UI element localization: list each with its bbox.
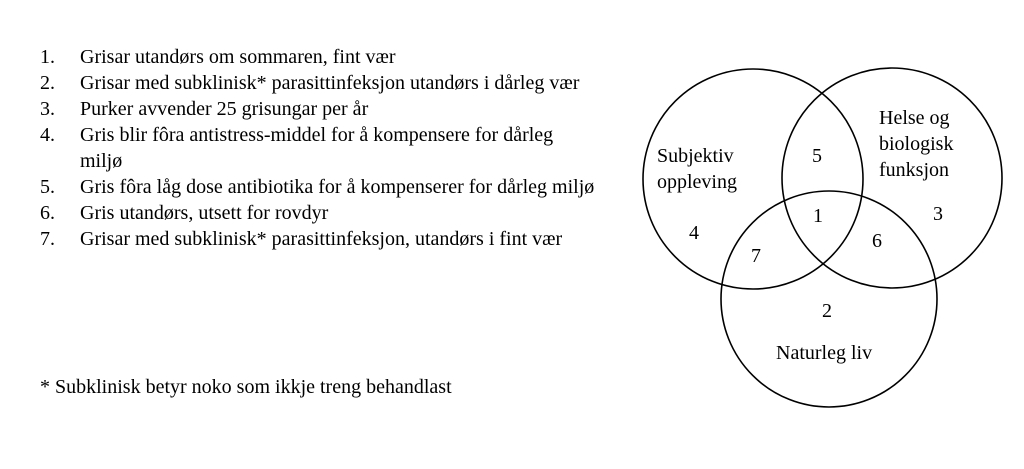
venn-label-natural: Naturleg liv — [776, 342, 873, 364]
list-item-number: 3. — [40, 98, 55, 120]
venn-region-all-three: 1 — [813, 205, 823, 227]
venn-region-health-natural: 6 — [872, 230, 882, 252]
footnote: * Subklinisk betyr noko som ikkje treng behandlast — [40, 376, 452, 398]
venn-label-health-line3: funksjon — [879, 159, 949, 181]
venn-label-subjective-line1: Subjektiv — [657, 145, 734, 167]
venn-circle-natural — [721, 191, 937, 407]
venn-label-health-line2: biologisk — [879, 133, 954, 155]
list-item-number: 6. — [40, 202, 55, 224]
venn-region-only-health: 3 — [933, 203, 943, 225]
venn-region-only-subjective: 4 — [689, 222, 699, 244]
list-item-text: Grisar utandørs om sommaren, fint vær — [80, 46, 396, 68]
venn-region-subjective-health: 5 — [812, 145, 822, 167]
list-item-text: Grisar med subklinisk* parasittinfeksjon, utandørs i fint vær — [80, 228, 563, 250]
venn-label-health-line1: Helse og — [879, 107, 950, 129]
list-item-number: 4. — [40, 124, 55, 146]
list-item-text: Gris blir fôra antistress-middel for å kompensere for dårleg miljø — [80, 124, 554, 172]
list-item-text: Gris fôra låg dose antibiotika for å kompenserer for dårleg miljø — [80, 176, 595, 198]
list-item-number: 5. — [40, 176, 55, 198]
venn-region-only-natural: 2 — [822, 300, 832, 322]
list-item-text: Purker avvender 25 grisungar per år — [80, 98, 369, 120]
list-item-number: 2. — [40, 72, 55, 94]
list-item-number: 1. — [40, 46, 55, 68]
list-item-text: Gris utandørs, utsett for rovdyr — [80, 202, 329, 224]
list-item-text: Grisar med subklinisk* parasittinfeksjon utandørs i dårleg vær — [80, 72, 580, 94]
list-item-number: 7. — [40, 228, 55, 250]
venn-label-subjective-line2: oppleving — [657, 171, 737, 193]
venn-region-subjective-natural: 7 — [751, 245, 761, 267]
